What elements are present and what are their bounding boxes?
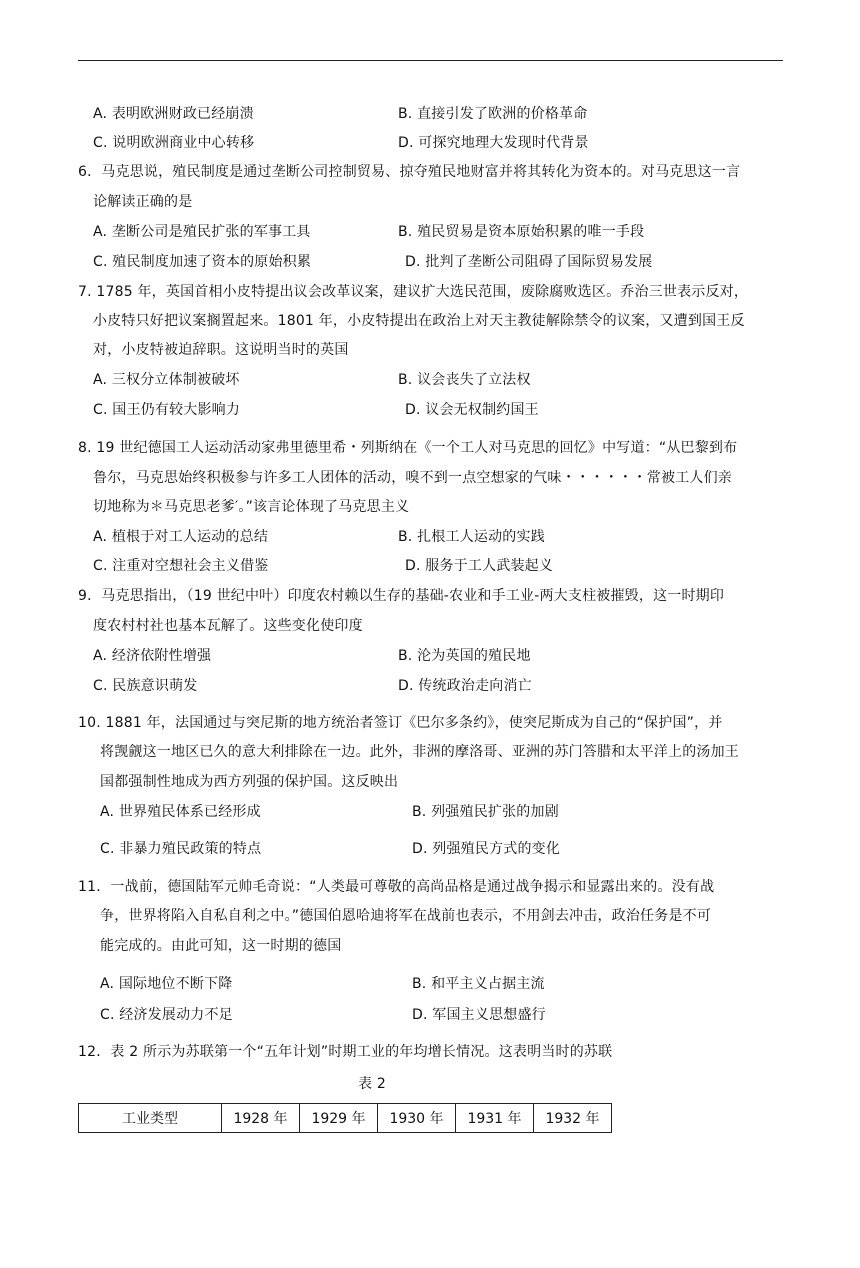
q8-stem-line3: 切地称为＊马克思老爹′。”该言论体现了马克思主义: [93, 499, 410, 515]
q10-stem-line3: 国都强制性地成为西方列强的保护国。这反映出: [100, 774, 399, 790]
q8-option-b: B. 扎根工人运动的实践: [398, 529, 545, 545]
q6-option-a: A. 垄断公司是殖民扩张的军事工具: [93, 224, 311, 240]
q5-option-d: D. 可探究地理大发现时代背景: [398, 135, 589, 151]
q6-stem-line2: 论解读正确的是: [93, 194, 193, 210]
q5-option-a: A. 表明欧洲财政已经崩溃: [93, 106, 254, 122]
q7-option-c: C. 国王仍有较大影响力: [93, 402, 241, 418]
q6-option-b: B. 殖民贸易是资本原始积累的唯一手段: [398, 224, 645, 240]
q8-stem-line2: 鲁尔，马克思始终积极参与许多工人团体的活动，嗅不到一点空想家的气味・・・・・・常被工人们亲: [93, 470, 732, 486]
q9-option-d: D. 传统政治走向消亡: [398, 678, 532, 694]
q11-stem-line2: 争，世界将陷入自私自利之中。”德国伯恩哈迪将军在战前也表示，不用剑去冲击，政治任务是不可: [100, 908, 712, 924]
table-header-row: [79, 1104, 612, 1133]
q6-option-d: D. 批判了垄断公司阻碍了国际贸易发展: [405, 254, 653, 270]
table-header-cell: 1931 年: [456, 1104, 534, 1133]
q7-stem-line3: 对，小皮特被迫辞职。这说明当时的英国: [93, 342, 349, 358]
q11-option-d: D. 军国主义思想盛行: [412, 1007, 546, 1023]
q7-stem-line2: 小皮特只好把议案搁置起来。1801 年，小皮特提出在政治上对天主教徒解除禁令的议案，又遭到国王反: [93, 313, 745, 329]
q9-option-a: A. 经济依附性增强: [93, 648, 212, 664]
table-caption: 表 2: [358, 1076, 386, 1092]
q11-option-a: A. 国际地位不断下降: [100, 976, 233, 992]
q10-stem-line2: 将觊觎这一地区已久的意大利排除在一边。此外，非洲的摩洛哥、亚洲的苏门答腊和太平洋上的汤加王: [100, 744, 739, 760]
q7-option-d: D. 议会无权制约国王: [405, 402, 539, 418]
q8-option-d: D. 服务于工人武装起义: [405, 558, 554, 574]
q6-option-c: C. 殖民制度加速了资本的原始积累: [93, 254, 312, 270]
q8-option-c: C. 注重对空想社会主义借鉴: [93, 558, 269, 574]
header-rule: [78, 60, 783, 61]
table-header-cell: 1930 年: [378, 1104, 456, 1133]
q7-stem-line1: 7. 1785 年，英国首相小皮特提出议会改革议案，建议扩大选民范围，废除腐败选区。乔治三世表示反对，: [78, 284, 749, 300]
q11-option-c: C. 经济发展动力不足: [100, 1007, 233, 1023]
industry-growth-table: [78, 1103, 612, 1133]
q8-option-a: A. 植根于对工人运动的总结: [93, 529, 269, 545]
q7-option-a: A. 三权分立体制被破坏: [93, 372, 240, 388]
q12-stem-line1: 12．表 2 所示为苏联第一个“五年计划”时期工业的年均增长情况。这表明当时的苏联: [78, 1044, 613, 1060]
table-header-cell: 1929 年: [300, 1104, 378, 1133]
q10-option-b: B. 列强殖民扩张的加剧: [412, 804, 559, 820]
q11-option-b: B. 和平主义占据主流: [412, 976, 545, 992]
q10-option-a: A. 世界殖民体系已经形成: [100, 804, 261, 820]
q8-stem-line1: 8. 19 世纪德国工人运动活动家弗里德里希・列斯纳在《一个工人对马克思的回忆》中写道：“从巴黎到布: [78, 440, 738, 456]
q11-stem-line3: 能完成的。由此可知，这一时期的德国: [100, 938, 342, 954]
q9-option-b: B. 沦为英国的殖民地: [398, 648, 531, 664]
q10-option-d: D. 列强殖民方式的变化: [412, 841, 561, 857]
q7-option-b: B. 议会丧失了立法权: [398, 372, 531, 388]
q9-option-c: C. 民族意识萌发: [93, 678, 198, 694]
table-header-cell: 1932 年: [534, 1104, 612, 1133]
q10-option-c: C. 非暴力殖民政策的特点: [100, 841, 262, 857]
table-header-cell: 工业类型: [79, 1104, 222, 1133]
q9-stem-line1: 9．马克思指出，（19 世纪中叶）印度农村赖以生存的基础-农业和手工业-两大支柱被摧毁，这一时期印: [78, 588, 725, 604]
q10-stem-line1: 10. 1881 年，法国通过与突尼斯的地方统治者签订《巴尔多条约》，使突尼斯成为自己的“保护国”，并: [78, 715, 723, 731]
table-header-cell: 1928 年: [222, 1104, 300, 1133]
q6-stem-line1: 6．马克思说，殖民制度是通过垄断公司控制贸易、掠夺殖民地财富并将其转化为资本的。对马克思这一言: [78, 164, 741, 180]
q9-stem-line2: 度农村村社也基本瓦解了。这些变化使印度: [93, 618, 363, 634]
q5-option-c: C. 说明欧洲商业中心转移: [93, 135, 255, 151]
q11-stem-line1: 11．一战前，德国陆军元帅毛奇说：“人类最可尊敬的高尚品格是通过战争揭示和显露出来的。没有战: [78, 879, 715, 895]
q5-option-b: B. 直接引发了欧洲的价格革命: [398, 106, 588, 122]
